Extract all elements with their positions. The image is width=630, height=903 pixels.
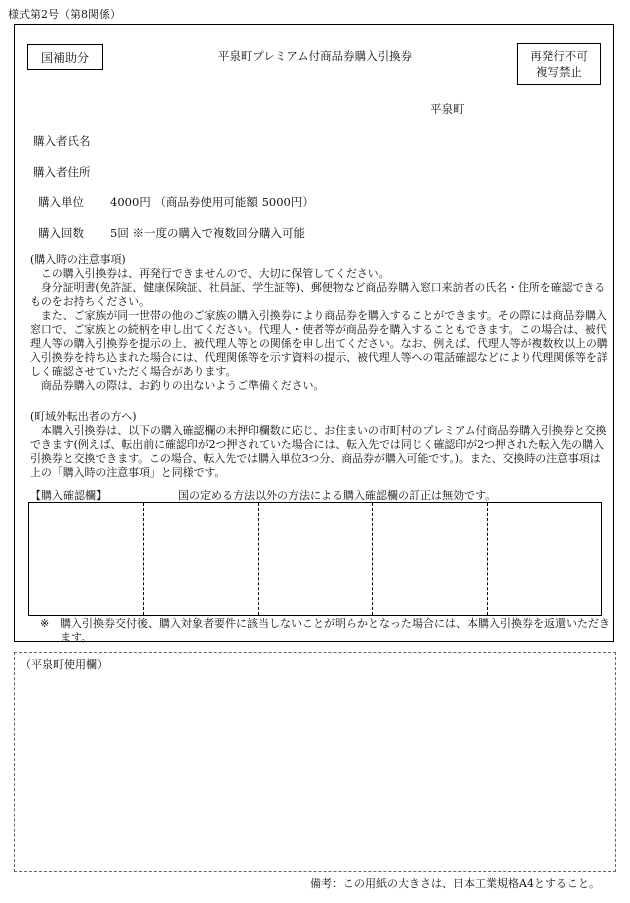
moving-notes-heading: (町域外転出者の方へ) (30, 410, 137, 423)
purchase-notes-heading: (購入時の注意事項) (30, 253, 126, 266)
purchase-notes-line: 商品券購入の際は、お釣りの出ないようご準備ください。 (30, 379, 325, 392)
moving-notes-line: 本購入引換券は、以下の購入確認欄の未押印欄数に応じ、お住まいの市町村のプレミアム付商品券購入引換券と交換できます(例えば、転出前に確認印が2つ押されていた場合には、転入先では同じく確認印が2つ押された転入先の購入引換券と交換できます。この場合、転入先では購入単位3つ分、商品券が購入可能です。)。また、交換時の注意事項は上の「購入時の注意事項」と同様です。 (30, 424, 607, 479)
confirm-stamp-box (28, 502, 602, 616)
no-reissue-line-1: 再発行不可 (530, 49, 588, 63)
no-reissue-box (517, 43, 601, 85)
buyer-address-label: 購入者住所 (33, 165, 91, 179)
footnote-text: 購入引換券交付後、購入対象者要件に該当しないことが明らかとなった場合には、本購入引換券を返還いただきます。 (60, 617, 610, 644)
town-use-box (14, 652, 616, 872)
town-use-label: （平泉町使用欄） (20, 658, 108, 671)
purchase-notes-line: 身分証明書(免許証、健康保険証、社員証、学生証等)、郵便物など商品券購入窓口来訪者の氏名・住所を確認できるものをお持ちください。 (30, 281, 606, 308)
purchase-count-label: 購入回数 (38, 226, 84, 240)
page-title: 平泉町プレミアム付商品券購入引換券 (217, 49, 413, 63)
purchase-unit-label: 購入単位 (38, 195, 84, 209)
form-number: 様式第2号（第8関係） (8, 8, 121, 21)
footnote-mark: ※ (40, 617, 50, 630)
purchase-notes-line: この購入引換券は、再発行できませんので、大切に保管してください。 (30, 267, 390, 280)
confirm-label: 【購入確認欄】 (30, 489, 107, 502)
purchase-notes-line: また、ご家族が同一世帯の他のご家族の購入引換券により商品券を購入することができます。その際には商品券購入窓口で、ご家族との続柄を申し出てください。代理人・使者等が商品券を購入することもできます。この場合は、被代理人等の購入引換券を提示の上、被代理人等との関係を申し出てください。なお、例えば、代理人等が複数枚以上の購入引換券を持ち込まれた場合には、代理関係等を示す資料の提示、被代理人等への電話確認などにより代理関係等を詳しく確認させていただく場合があります。 (30, 309, 608, 378)
purchase-notes (30, 253, 608, 393)
purchase-unit-value: 4000円 （商品券使用可能額 5000円） (110, 195, 314, 209)
confirm-divider (258, 503, 259, 615)
confirm-note: 国の定める方法以外の方法による購入確認欄の訂正は無効です。 (178, 489, 497, 502)
issuer-name: 平泉町 (430, 102, 465, 116)
category-box: 国補助分 (27, 44, 103, 70)
no-reissue-line-2: 複写禁止 (536, 65, 582, 79)
moving-notes (30, 410, 608, 480)
paper-size-remark: 備考：この用紙の大きさは、日本工業規格A4とすること。 (310, 877, 600, 890)
confirm-divider (372, 503, 373, 615)
purchase-count-value: 5回 ※一度の購入で複数回分購入可能 (110, 226, 305, 240)
buyer-name-label: 購入者氏名 (33, 134, 91, 148)
confirm-divider (143, 503, 144, 615)
confirm-divider (487, 503, 488, 615)
